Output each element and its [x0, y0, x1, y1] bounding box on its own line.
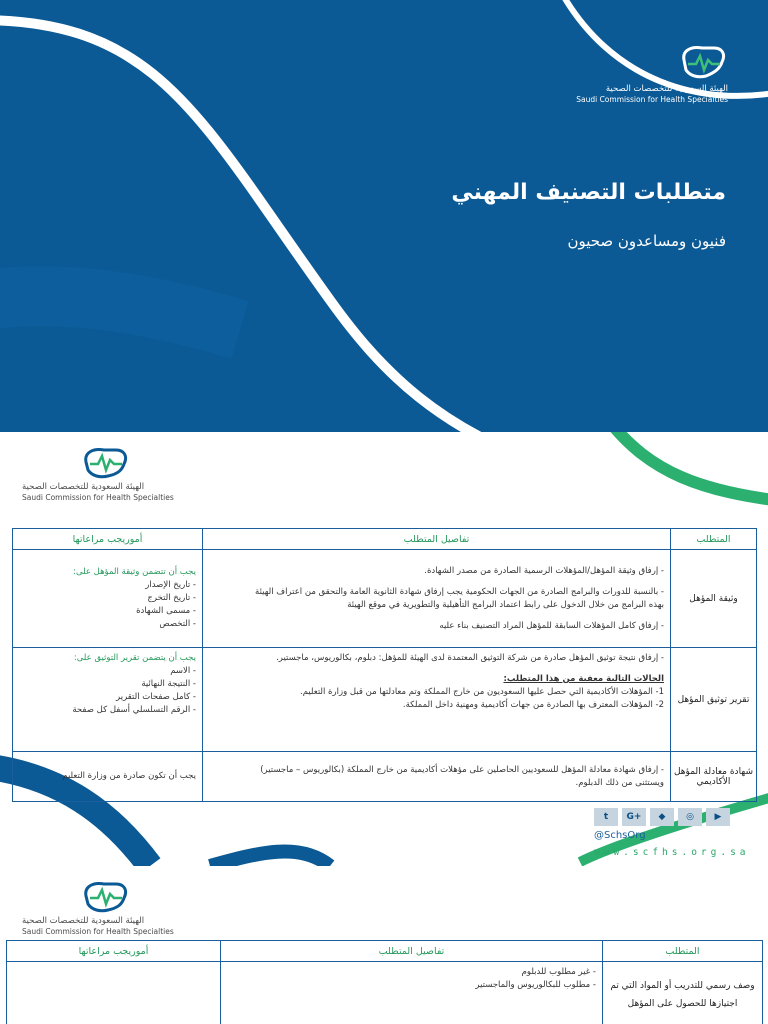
header-details: تفاصيل المتطلب: [203, 529, 671, 550]
notes-title: يجب أن تتضمن وثيقة المؤهل على:: [73, 567, 196, 577]
row-requirement-name: شهادة معادلة المؤهل الأكاديمي: [671, 752, 757, 802]
note-item: - كامل صفحات التقرير: [116, 692, 196, 702]
note-item: - الرقم التسلسلي أسفل كل صفحة: [72, 705, 196, 715]
row-notes: [13, 550, 203, 648]
detail-line: - إرفاق كامل المؤهلات السابقة للمؤهل المراد التصنيف بناء عليه: [439, 620, 664, 631]
social-icons: [594, 808, 730, 826]
row-details: [203, 648, 671, 752]
requirements-page-2: [0, 432, 768, 866]
row-details: [221, 962, 603, 1024]
page3-logo: [22, 880, 174, 937]
header-requirement: المتطلب: [671, 529, 757, 550]
detail-line: ويستثنى من ذلك الدبلوم.: [575, 777, 664, 788]
table-row: [13, 752, 757, 802]
table-row: [7, 962, 763, 1024]
detail-line: 1- المؤهلات الأكاديمية التي حصل عليها السعوديون من خارج المملكة وتم معادلتها من قبل وزارة التعليم.: [300, 687, 664, 697]
youtube-icon[interactable]: ▶: [706, 808, 730, 826]
note-item: يجب أن تكون صادرة من وزارة التعليم: [62, 771, 196, 781]
detail-line: بهذه البرامج من خلال الدخول على رابط اعتماد البرامج التأهيلية والتطويرية في موقع الهيئة: [347, 599, 664, 610]
header-notes: أموريجب مراعاتها: [7, 941, 221, 962]
row-details: [203, 550, 671, 648]
detail-line: - إرفاق شهادة معادلة المؤهل للسعوديين الحاصلين على مؤهلات أكاديمية من خارج المملكة (بكالوريوس – ماجستير): [260, 764, 664, 775]
note-item: - تاريخ الإصدار: [145, 580, 196, 590]
note-item: - الاسم: [170, 666, 196, 676]
google-plus-icon[interactable]: G+: [622, 808, 646, 826]
row-details: [203, 752, 671, 802]
logo-arabic-text: الهيئة السعودية للتخصصات الصحية: [22, 916, 145, 926]
logo-english-text: Saudi Commission for Health Specialties: [576, 95, 728, 104]
cover-logo: [576, 42, 728, 105]
twitter-icon[interactable]: t: [594, 808, 618, 826]
note-item: - مسمى الشهادة: [136, 606, 196, 616]
scfhs-logo-icon: [78, 880, 130, 916]
row-notes: [7, 962, 221, 1024]
note-item: - التخصص: [159, 619, 196, 629]
header-notes: أموريجب مراعاتها: [13, 529, 203, 550]
row-notes: [13, 648, 203, 752]
detail-line: - إرفاق نتيجة توثيق المؤهل صادرة من شركة التوثيق المعتمدة لدى الهيئة للمؤهل: دبلوم، بكالوريوس، ماجستير.: [276, 653, 664, 663]
cover-title: متطلبات التصنيف المهني: [451, 180, 726, 205]
detail-line: 2- المؤهلات المعترف بها الصادرة من جهات أكاديمية ومهنية داخل المملكة.: [402, 700, 664, 710]
row-requirement-name: تقرير توثيق المؤهل: [671, 648, 757, 752]
page2-logo: [22, 446, 174, 503]
row-requirement-name: وصف رسمي للتدريب أو المواد التي تم اجتيازها للحصول على المؤهل: [603, 962, 763, 1024]
notes-title: يجب أن يتضمن تقرير التوثيق على:: [73, 653, 196, 663]
table-header-row: [7, 941, 763, 962]
table-row: [13, 648, 757, 752]
requirements-table: [6, 940, 763, 1024]
logo-english-text: Saudi Commission for Health Specialties: [22, 493, 174, 502]
cover-slide: [0, 0, 768, 432]
social-handle[interactable]: @SchsOrg: [594, 830, 646, 841]
logo-arabic-text: الهيئة السعودية للتخصصات الصحية: [22, 482, 145, 492]
note-item: - تاريخ التخرج: [147, 593, 196, 603]
detail-line: - إرفاق وثيقة المؤهل/المؤهلات الرسمية الصادرة من مصدر الشهادة.: [424, 565, 664, 576]
note-item: - النتيجة النهائية: [141, 679, 196, 689]
header-details: تفاصيل المتطلب: [221, 941, 603, 962]
scfhs-logo-icon: [676, 42, 728, 84]
scfhs-logo-icon: [78, 446, 130, 482]
table-row: [13, 550, 757, 648]
row-notes: [13, 752, 203, 802]
website-link[interactable]: www.scfhs.org.sa: [594, 847, 750, 858]
row-requirement-name: وثيقة المؤهل: [671, 550, 757, 648]
header-requirement: المتطلب: [603, 941, 763, 962]
logo-arabic-text: الهيئة السعودية للتخصصات الصحية: [605, 84, 728, 94]
snapchat-icon[interactable]: ◆: [650, 808, 674, 826]
detail-line: - غير مطلوب للدبلوم: [521, 967, 596, 977]
requirements-page-3: [0, 866, 768, 1024]
instagram-icon[interactable]: ◎: [678, 808, 702, 826]
detail-line: - مطلوب للبكالوريوس والماجستير: [475, 980, 596, 990]
cover-subtitle: فنيون ومساعدون صحيون: [567, 232, 726, 250]
exemptions-title: الحالات التالية معفية من هذا المتطلب:: [503, 674, 664, 684]
detail-line: - بالنسبة للدورات والبرامج الصادرة من الجهات الحكومية يجب إرفاق شهادة الثانوية العامة والتحقق من اعتراف الهيئة: [255, 586, 664, 597]
requirements-table: [12, 528, 757, 802]
table-header-row: [13, 529, 757, 550]
logo-english-text: Saudi Commission for Health Specialties: [22, 927, 174, 936]
